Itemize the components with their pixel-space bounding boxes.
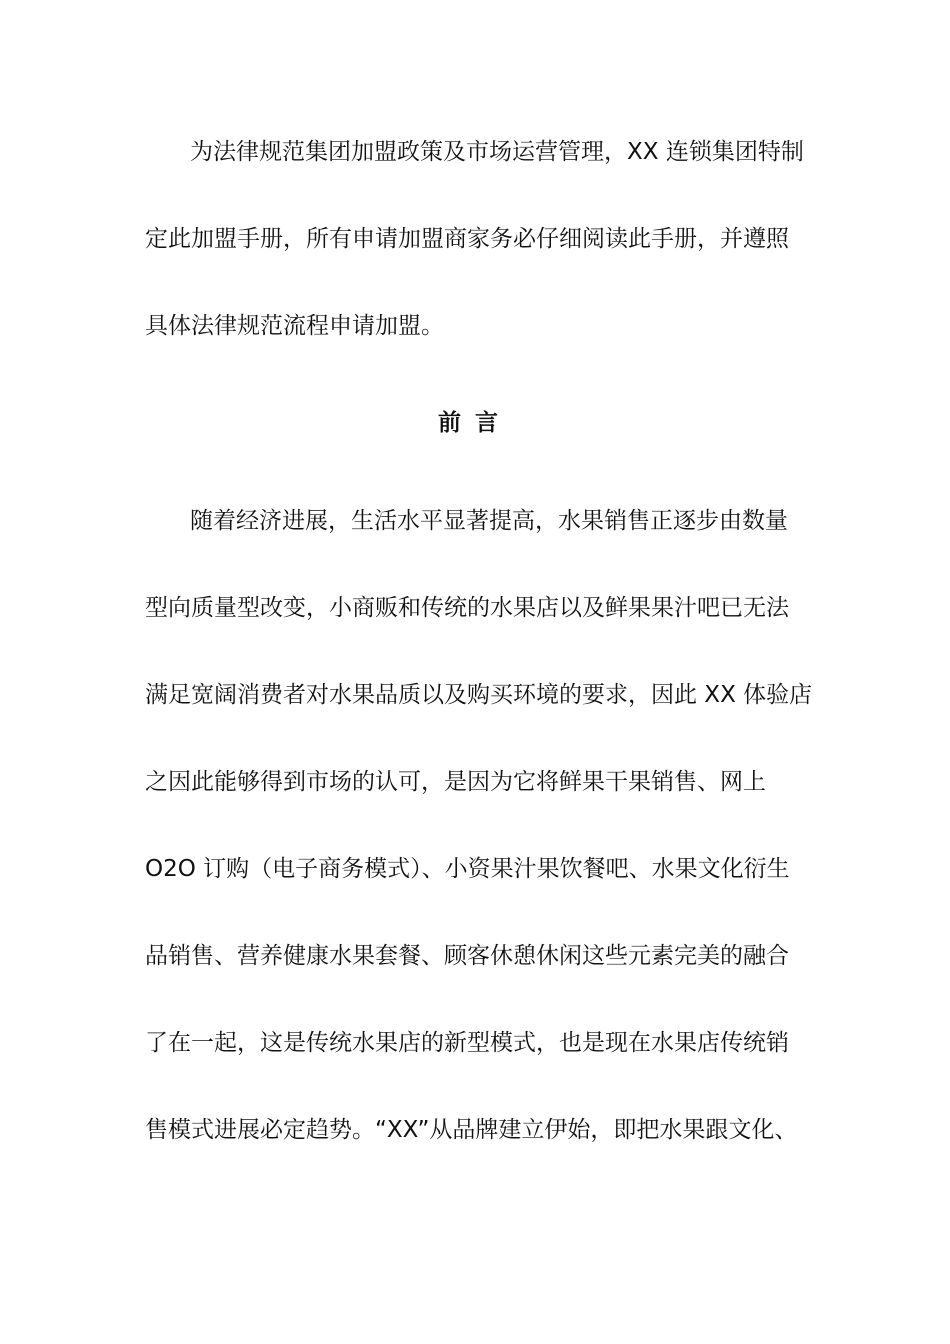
intro-line-3: 具体法律规范流程申请加盟。 bbox=[145, 313, 444, 339]
preface-line-3: 满足宽阔消费者对水果品质以及购买环境的要求，因此 XX 体验店 bbox=[145, 682, 813, 708]
preface-line-1: 随着经济进展，生活水平显著提高，水果销售正逐步由数量 bbox=[190, 508, 788, 534]
preface-line-7: 了在一起，这是传统水果店的新型模式，也是现在水果店传统销 bbox=[145, 1030, 789, 1056]
intro-line-1: 为法律规范集团加盟政策及市场运营管理，XX 连锁集团特制 bbox=[190, 139, 804, 165]
preface-line-2: 型向质量型改变，小商贩和传统的水果店以及鲜果果汁吧已无法 bbox=[145, 595, 789, 621]
preface-line-5: O2O 订购（电子商务模式）、小资果汁果饮餐吧、水果文化衍生 bbox=[145, 856, 790, 882]
section-title: 前言 bbox=[438, 410, 512, 436]
preface-line-8: 售模式进展必定趋势。“XX”从品牌建立伊始，即把水果跟文化、 bbox=[145, 1117, 798, 1143]
preface-line-4: 之因此能够得到市场的认可，是因为它将鲜果干果销售、网上 bbox=[145, 769, 766, 795]
intro-line-2: 定此加盟手册，所有申请加盟商家务必仔细阅读此手册，并遵照 bbox=[145, 226, 789, 252]
preface-line-6: 品销售、营养健康水果套餐、顾客休憩休闲这些元素完美的融合 bbox=[145, 943, 789, 969]
